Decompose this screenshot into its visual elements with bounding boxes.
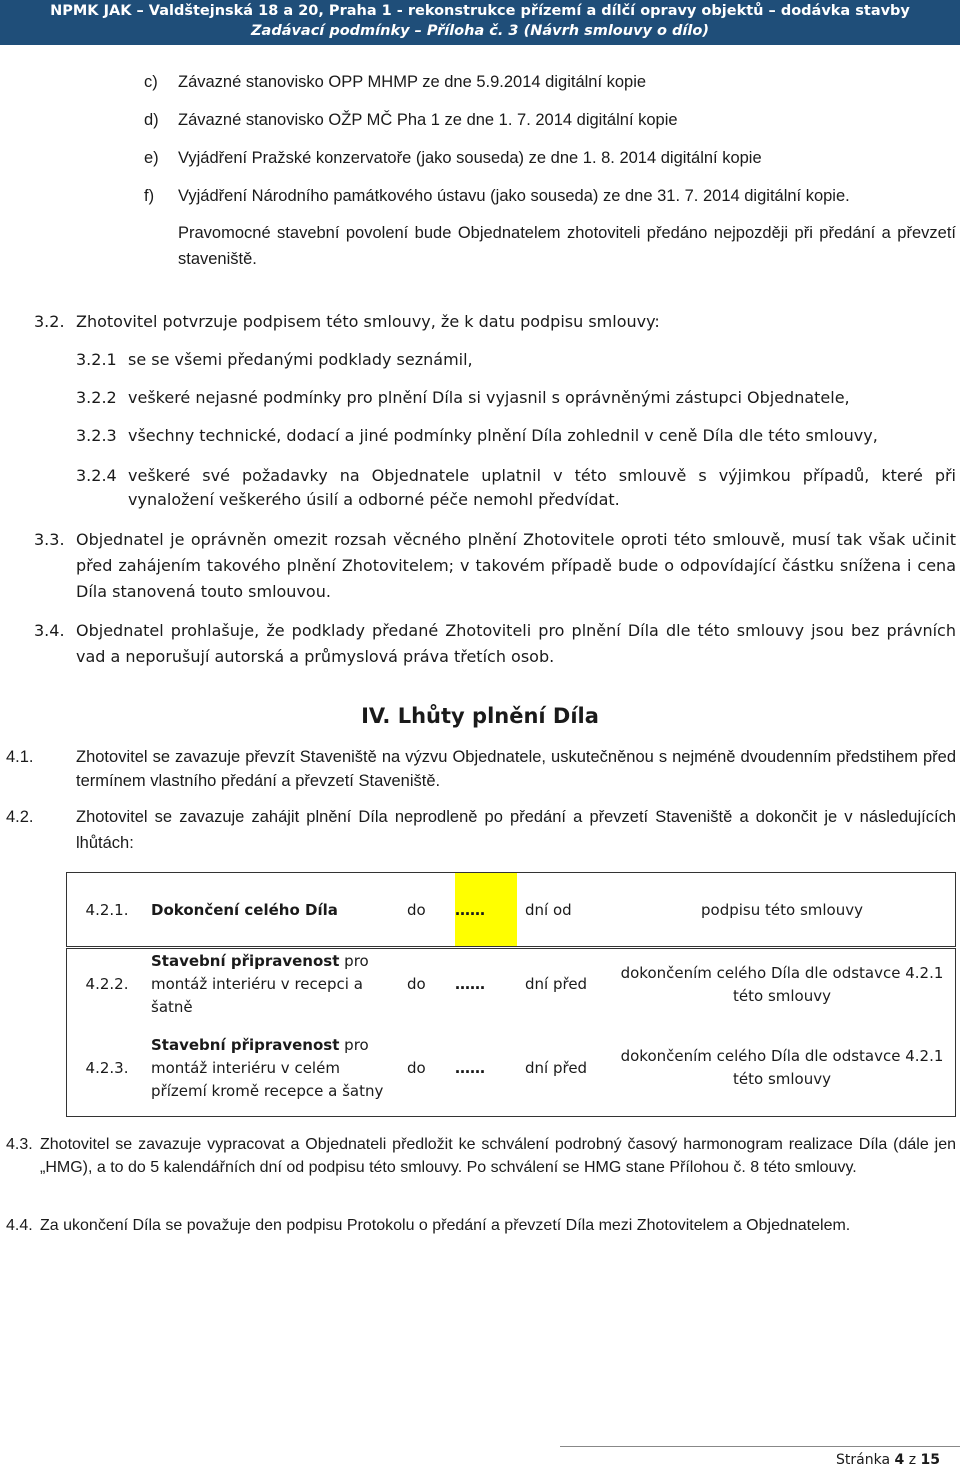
table-row: [67, 1021, 956, 1117]
clause-4-2: 4.2. Zhotovitel se zavazuje zahájit plnění Díla neprodleně po předání a převzetí Staveniště a dokončit je v následujících lhůtách:: [6, 808, 956, 852]
table-cell-label: Stavební připravenost pro montáž interiéru v celém přízemí kromě recepce a šatny: [147, 1021, 403, 1117]
permit-item: d) Závazné stanovisko OŽP MČ Pha 1 ze dne 1. 7. 2014 digitální kopie: [144, 111, 678, 129]
table-cell-unit: dní od: [521, 873, 609, 947]
table-cell-blank: ……: [451, 1021, 521, 1117]
table-cell-blank: ……: [451, 949, 521, 1021]
deadline-table-2: [66, 948, 956, 1117]
table-cell-ref: podpisu této smlouvy: [609, 873, 956, 947]
page-header: [0, 0, 960, 45]
clause-4-4: 4.4. Za ukončení Díla se považuje den podpisu Protokolu o předání a převzetí Díla mezi Zhotovitelem a Objednatelem.: [6, 1217, 851, 1234]
table-cell-ref: dokončením celého Díla dle odstavce 4.2.1 této smlouvy: [609, 949, 956, 1021]
table-cell-num: 4.2.3.: [67, 1021, 148, 1117]
table-cell-unit: dní před: [521, 1021, 609, 1117]
table-cell-num: 4.2.2.: [67, 949, 148, 1021]
table-cell-label: Stavební připravenost pro montáž interiéru v recepci a šatně: [147, 949, 403, 1021]
table-cell-ref: dokončením celého Díla dle odstavce 4.2.1 této smlouvy: [609, 1021, 956, 1117]
clause-3-3: 3.3. Objednatel je oprávněn omezit rozsah věcného plnění Zhotovitele oproti této smlouvě, musí tak však učinit před zahájením takového plnění Zhotovitelem; v takovém případě bude o odpovídající částku snížena i cena Díla stanovená touto smlouvou.: [34, 530, 956, 601]
clause-item: 3.2.2 veškeré nejasné podmínky pro plnění Díla si vyjasnil s oprávněnými zástupci Objednatele,: [76, 388, 850, 407]
table-cell-num: 4.2.1.: [67, 873, 148, 947]
clause-4-1: 4.1. Zhotovitel se zavazuje převzít Staveniště na výzvu Objednatele, uskutečněnou s nejméně dvoudenním předstihem před termínem vlastního předání a převzetí Staveniště.: [6, 748, 956, 790]
permit-item: e) Vyjádření Pražské konzervatoře (jako souseda) ze dne 1. 8. 2014 digitální kopie: [144, 149, 762, 167]
clause-4-3: 4.3. Zhotovitel se zavazuje vypracovat a Objednateli předložit ke schválení podrobný časový harmonogram realizace Díla (dále jen „HMG), a to do 5 kalendářních dní od podpisu této smlouvy. Po schválení se HMG stane Přílohou č. 8 této smlouvy.: [6, 1136, 956, 1176]
table-row: [67, 949, 956, 1021]
permit-item: c) Závazné stanovisko OPP MHMP ze dne 5.9.2014 digitální kopie: [144, 73, 647, 91]
clause-item: 3.2.4 veškeré své požadavky na Objednatele uplatnil v této smlouvě s výjimkou případů, které při vynaložení veškerého úsilí a odborné péče nemohl předvídat.: [76, 466, 956, 509]
table-cell-do: do: [403, 949, 451, 1021]
table-cell-unit: dní před: [521, 949, 609, 1021]
clause-3-2: 3.2. Zhotovitel potvrzuje podpisem této smlouvy, že k datu podpisu smlouvy:: [34, 312, 660, 331]
permit-item: f) Vyjádření Národního památkového ústavu (jako souseda) ze dne 31. 7. 2014 digitální kopie.: [144, 187, 850, 205]
table-cell-blank: ……: [451, 873, 521, 947]
clause-item: 3.2.3 všechny technické, dodací a jiné podmínky plnění Díla zohlednil v ceně Díla dle této smlouvy,: [76, 426, 878, 445]
clause-item: 3.2.1 se se všemi předanými podklady seznámil,: [76, 350, 473, 369]
table-cell-do: do: [403, 1021, 451, 1117]
table-cell-do: do: [403, 873, 451, 947]
footer-rule: [560, 1446, 960, 1447]
table-cell-label: Dokončení celého Díla: [147, 873, 403, 947]
permit-note: Pravomocné stavební povolení bude Objednatelem zhotoviteli předáno nejpozději při předání a převzetí staveniště.: [178, 224, 956, 268]
page-number: Stránka 4 z 15: [836, 1452, 940, 1468]
table-row: [67, 873, 956, 947]
deadline-table-1: [66, 872, 956, 947]
clause-3-4: 3.4. Objednatel prohlašuje, že podklady předané Zhotoviteli pro plnění Díla dle této smlouvy jsou bez právních vad a neporušují autorská a průmyslová práva třetích osob.: [34, 621, 956, 666]
section-heading: IV. Lhůty plnění Díla: [361, 704, 599, 728]
header-line-2: Zadávací podmínky – Příloha č. 3 (Návrh smlouvy o dílo): [251, 23, 709, 39]
header-line-1: NPMK JAK – Valdštejnská 18 a 20, Praha 1 - rekonstrukce přízemí a dílčí opravy objektů – dodávka stavby: [50, 3, 910, 19]
